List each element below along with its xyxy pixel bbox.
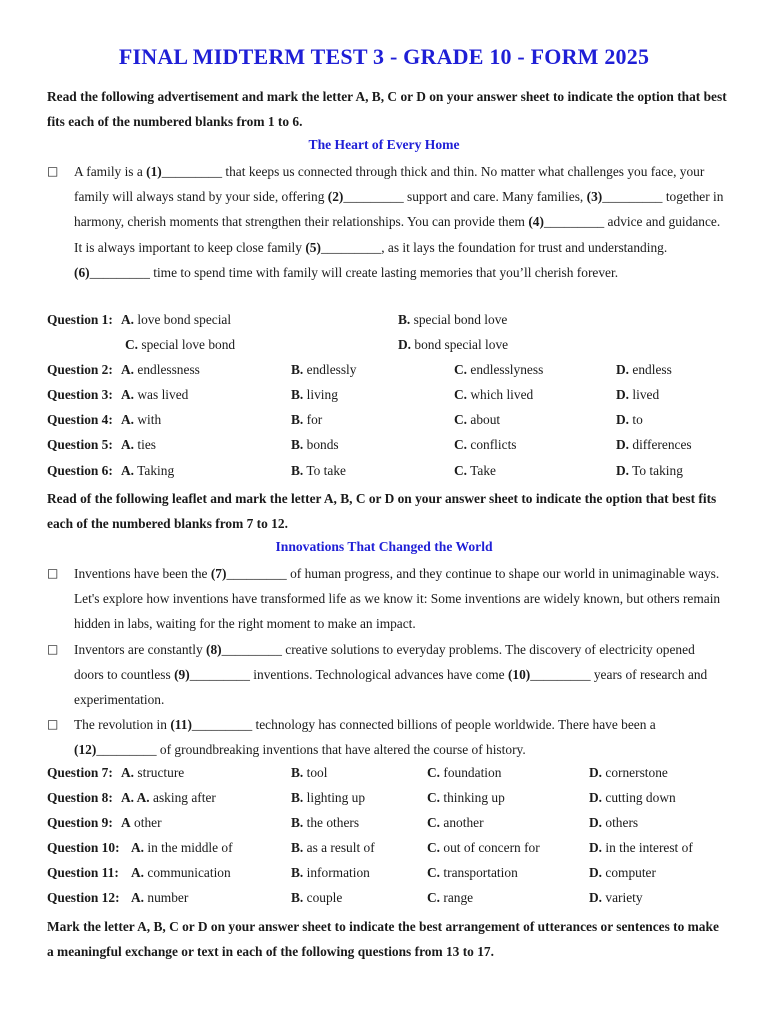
bullet-icon: □: [47, 566, 59, 580]
question-row: [0, 840, 768, 865]
question-number: Question 11:: [47, 865, 119, 880]
passage-text: [74, 637, 727, 713]
question-row-continued: [0, 337, 768, 362]
blank-number: (3): [586, 189, 603, 205]
passage-run: _________ advice and guidance. It is always important to keep close family: [74, 214, 721, 255]
option-b[interactable]: B. tool: [291, 765, 328, 780]
option-c[interactable]: C. thinking up: [427, 790, 505, 805]
question-number: Question 12:: [47, 890, 120, 905]
option-b[interactable]: B. information: [291, 865, 370, 880]
option-a[interactable]: A. with: [121, 412, 162, 427]
passage-text: [74, 712, 727, 762]
bullet-icon: □: [47, 717, 59, 731]
question-row: [0, 815, 768, 840]
section2-passage-3: [47, 712, 727, 762]
passage-text: [74, 561, 727, 637]
blank-number: (5): [305, 239, 321, 255]
option-a[interactable]: A. in the middle of: [131, 840, 233, 855]
option-b[interactable]: B. living: [291, 387, 338, 402]
option-c[interactable]: C. transportation: [427, 865, 518, 880]
blank-number: (12): [74, 742, 97, 758]
blank-number: (4): [528, 214, 544, 230]
question-number: Question 10:: [47, 840, 120, 855]
option-c[interactable]: C. range: [427, 890, 474, 905]
option-c[interactable]: C. another: [427, 815, 484, 830]
passage-run: _________ that keeps us connected through thick and thin. No matter what challenges you face, your family will always stand by your side, offering: [74, 164, 705, 205]
bullet-icon: □: [47, 164, 59, 178]
option-d[interactable]: D. in the interest of: [589, 840, 693, 855]
passage-run: _________, as it lays the foundation for trust and understanding.: [320, 239, 668, 255]
option-d[interactable]: D. To taking: [616, 463, 683, 478]
option-d[interactable]: D. cutting down: [589, 790, 676, 805]
bullet-icon: □: [47, 642, 59, 656]
passage-run: _________ support and care. Many families,: [343, 189, 587, 205]
option-a[interactable]: A. A. asking after: [121, 790, 216, 805]
option-d[interactable]: D. to: [616, 412, 643, 427]
question-number: Question 2:: [47, 362, 113, 377]
option-c[interactable]: C. endlesslyness: [454, 362, 544, 377]
option-d[interactable]: D. variety: [589, 890, 643, 905]
option-a[interactable]: A other: [121, 815, 162, 830]
passage-run: _________ technology has connected billions of people worldwide. There have been a: [191, 717, 656, 732]
blank-number: (6): [74, 264, 90, 280]
option-c[interactable]: C. foundation: [427, 765, 502, 780]
option-a[interactable]: A. was lived: [121, 387, 189, 402]
section2-passage-1: [47, 561, 727, 637]
page-title: FINAL MIDTERM TEST 3 - GRADE 10 - FORM 2025: [118, 44, 650, 69]
passage-run: _________ years of research and experimentation.: [74, 667, 708, 708]
question-row: [0, 387, 768, 412]
question-number: Question 1:: [47, 312, 113, 327]
option-c[interactable]: C. special love bond: [125, 337, 236, 352]
option-a[interactable]: A. number: [131, 890, 189, 905]
option-d[interactable]: D. computer: [589, 865, 656, 880]
option-d[interactable]: D. lived: [616, 387, 660, 402]
question-row: [0, 437, 768, 462]
question-number: Question 7:: [47, 765, 113, 780]
option-d[interactable]: D. others: [589, 815, 639, 830]
passage-run: _________ inventions. Technological advances have come: [189, 667, 508, 683]
section2-instruction: Read of the following leaflet and mark the letter A, B, C or D on your answer sheet to indicate the option that best fits each of the numbered blanks from 7 to 12.: [47, 491, 717, 531]
option-b[interactable]: B. special bond love: [398, 312, 508, 327]
question-number: Question 8:: [47, 790, 113, 805]
question-number: Question 3:: [47, 387, 113, 402]
option-d[interactable]: D. bond special love: [398, 337, 509, 352]
passage-run: _________ creative solutions to everyday problems. The discovery of electricity opened doors to countless: [74, 642, 695, 683]
option-b[interactable]: B. couple: [291, 890, 343, 905]
option-b[interactable]: B. endlessly: [291, 362, 357, 377]
option-b[interactable]: B. the others: [291, 815, 360, 830]
blank-number: (7): [210, 566, 227, 581]
question-row: [0, 765, 768, 790]
passage-run: _________ of groundbreaking inventions that have altered the course of history.: [96, 742, 526, 758]
option-b[interactable]: B. lighting up: [291, 790, 366, 805]
question-row: [0, 865, 768, 890]
option-a[interactable]: A. ties: [121, 437, 156, 452]
question-number: Question 9:: [47, 815, 113, 830]
option-c[interactable]: C. about: [454, 412, 501, 427]
question-number: Question 6:: [47, 463, 113, 478]
passage-run: Inventions have been the: [74, 566, 211, 581]
option-b[interactable]: B. To take: [291, 463, 346, 478]
question-number: Question 5:: [47, 437, 113, 452]
option-c[interactable]: C. which lived: [454, 387, 534, 402]
section2-heading: Innovations That Changed the World: [275, 539, 493, 554]
section1-instruction: Read the following advertisement and mark the letter A, B, C or D on your answer sheet to indicate the option that best fits each of the numbered blanks from 1 to 6.: [47, 89, 727, 129]
passage-run: _________ time to spend time with family will create lasting memories that you’ll cherish forever.: [89, 264, 619, 280]
blank-number: (10): [507, 667, 531, 683]
option-b[interactable]: B. bonds: [291, 437, 339, 452]
section1-passage: [47, 159, 727, 285]
option-d[interactable]: D. differences: [616, 437, 692, 452]
option-a[interactable]: A. Taking: [121, 463, 175, 478]
option-d[interactable]: D. endless: [616, 362, 672, 377]
option-c[interactable]: C. Take: [454, 463, 496, 478]
section2-passage-2: [47, 637, 727, 713]
option-b[interactable]: B. as a result of: [291, 840, 375, 855]
passage-run: _________ of human progress, and they continue to shape our world in unimaginable ways. Let's explore how inventions have transformed life as we know it: Some inventions are widely known, but others remain hidden in labs, waiting for the right moment to make an impact.: [74, 566, 721, 632]
blank-number: (2): [327, 189, 344, 205]
section3-instruction: Mark the letter A, B, C or D on your answer sheet to indicate the best arrangement of utterances or sentences to make a meaningful exchange or text in each of the following questions from 13 to 17.: [47, 919, 719, 959]
blank-number: (8): [206, 642, 222, 657]
option-c[interactable]: C. out of concern for: [427, 840, 540, 855]
option-b[interactable]: B. for: [291, 412, 323, 427]
blank-number: (1): [146, 164, 162, 179]
question-row: [0, 412, 768, 437]
question-row: [0, 463, 768, 488]
question-row: [0, 890, 768, 915]
blank-number: (9): [174, 667, 190, 683]
passage-text: [74, 159, 727, 285]
option-a[interactable]: A. endlessness: [121, 362, 200, 377]
question-number: Question 4:: [47, 412, 113, 427]
question-row: [0, 790, 768, 815]
option-a[interactable]: A. structure: [121, 765, 185, 780]
blank-number: (11): [170, 717, 192, 732]
question-row: [0, 312, 768, 337]
passage-run: _________ together in harmony, cherish moments that strengthen their relationships. You can provide them: [74, 189, 724, 230]
option-a[interactable]: A. communication: [131, 865, 231, 880]
option-c[interactable]: C. conflicts: [454, 437, 517, 452]
passage-run: A family is a: [74, 164, 147, 179]
section1-heading: The Heart of Every Home: [308, 137, 460, 152]
passage-run: Inventors are constantly: [74, 642, 207, 657]
option-a[interactable]: A. love bond special: [121, 312, 232, 327]
passage-run: The revolution in: [74, 717, 171, 732]
option-d[interactable]: D. cornerstone: [589, 765, 668, 780]
question-row: [0, 362, 768, 387]
